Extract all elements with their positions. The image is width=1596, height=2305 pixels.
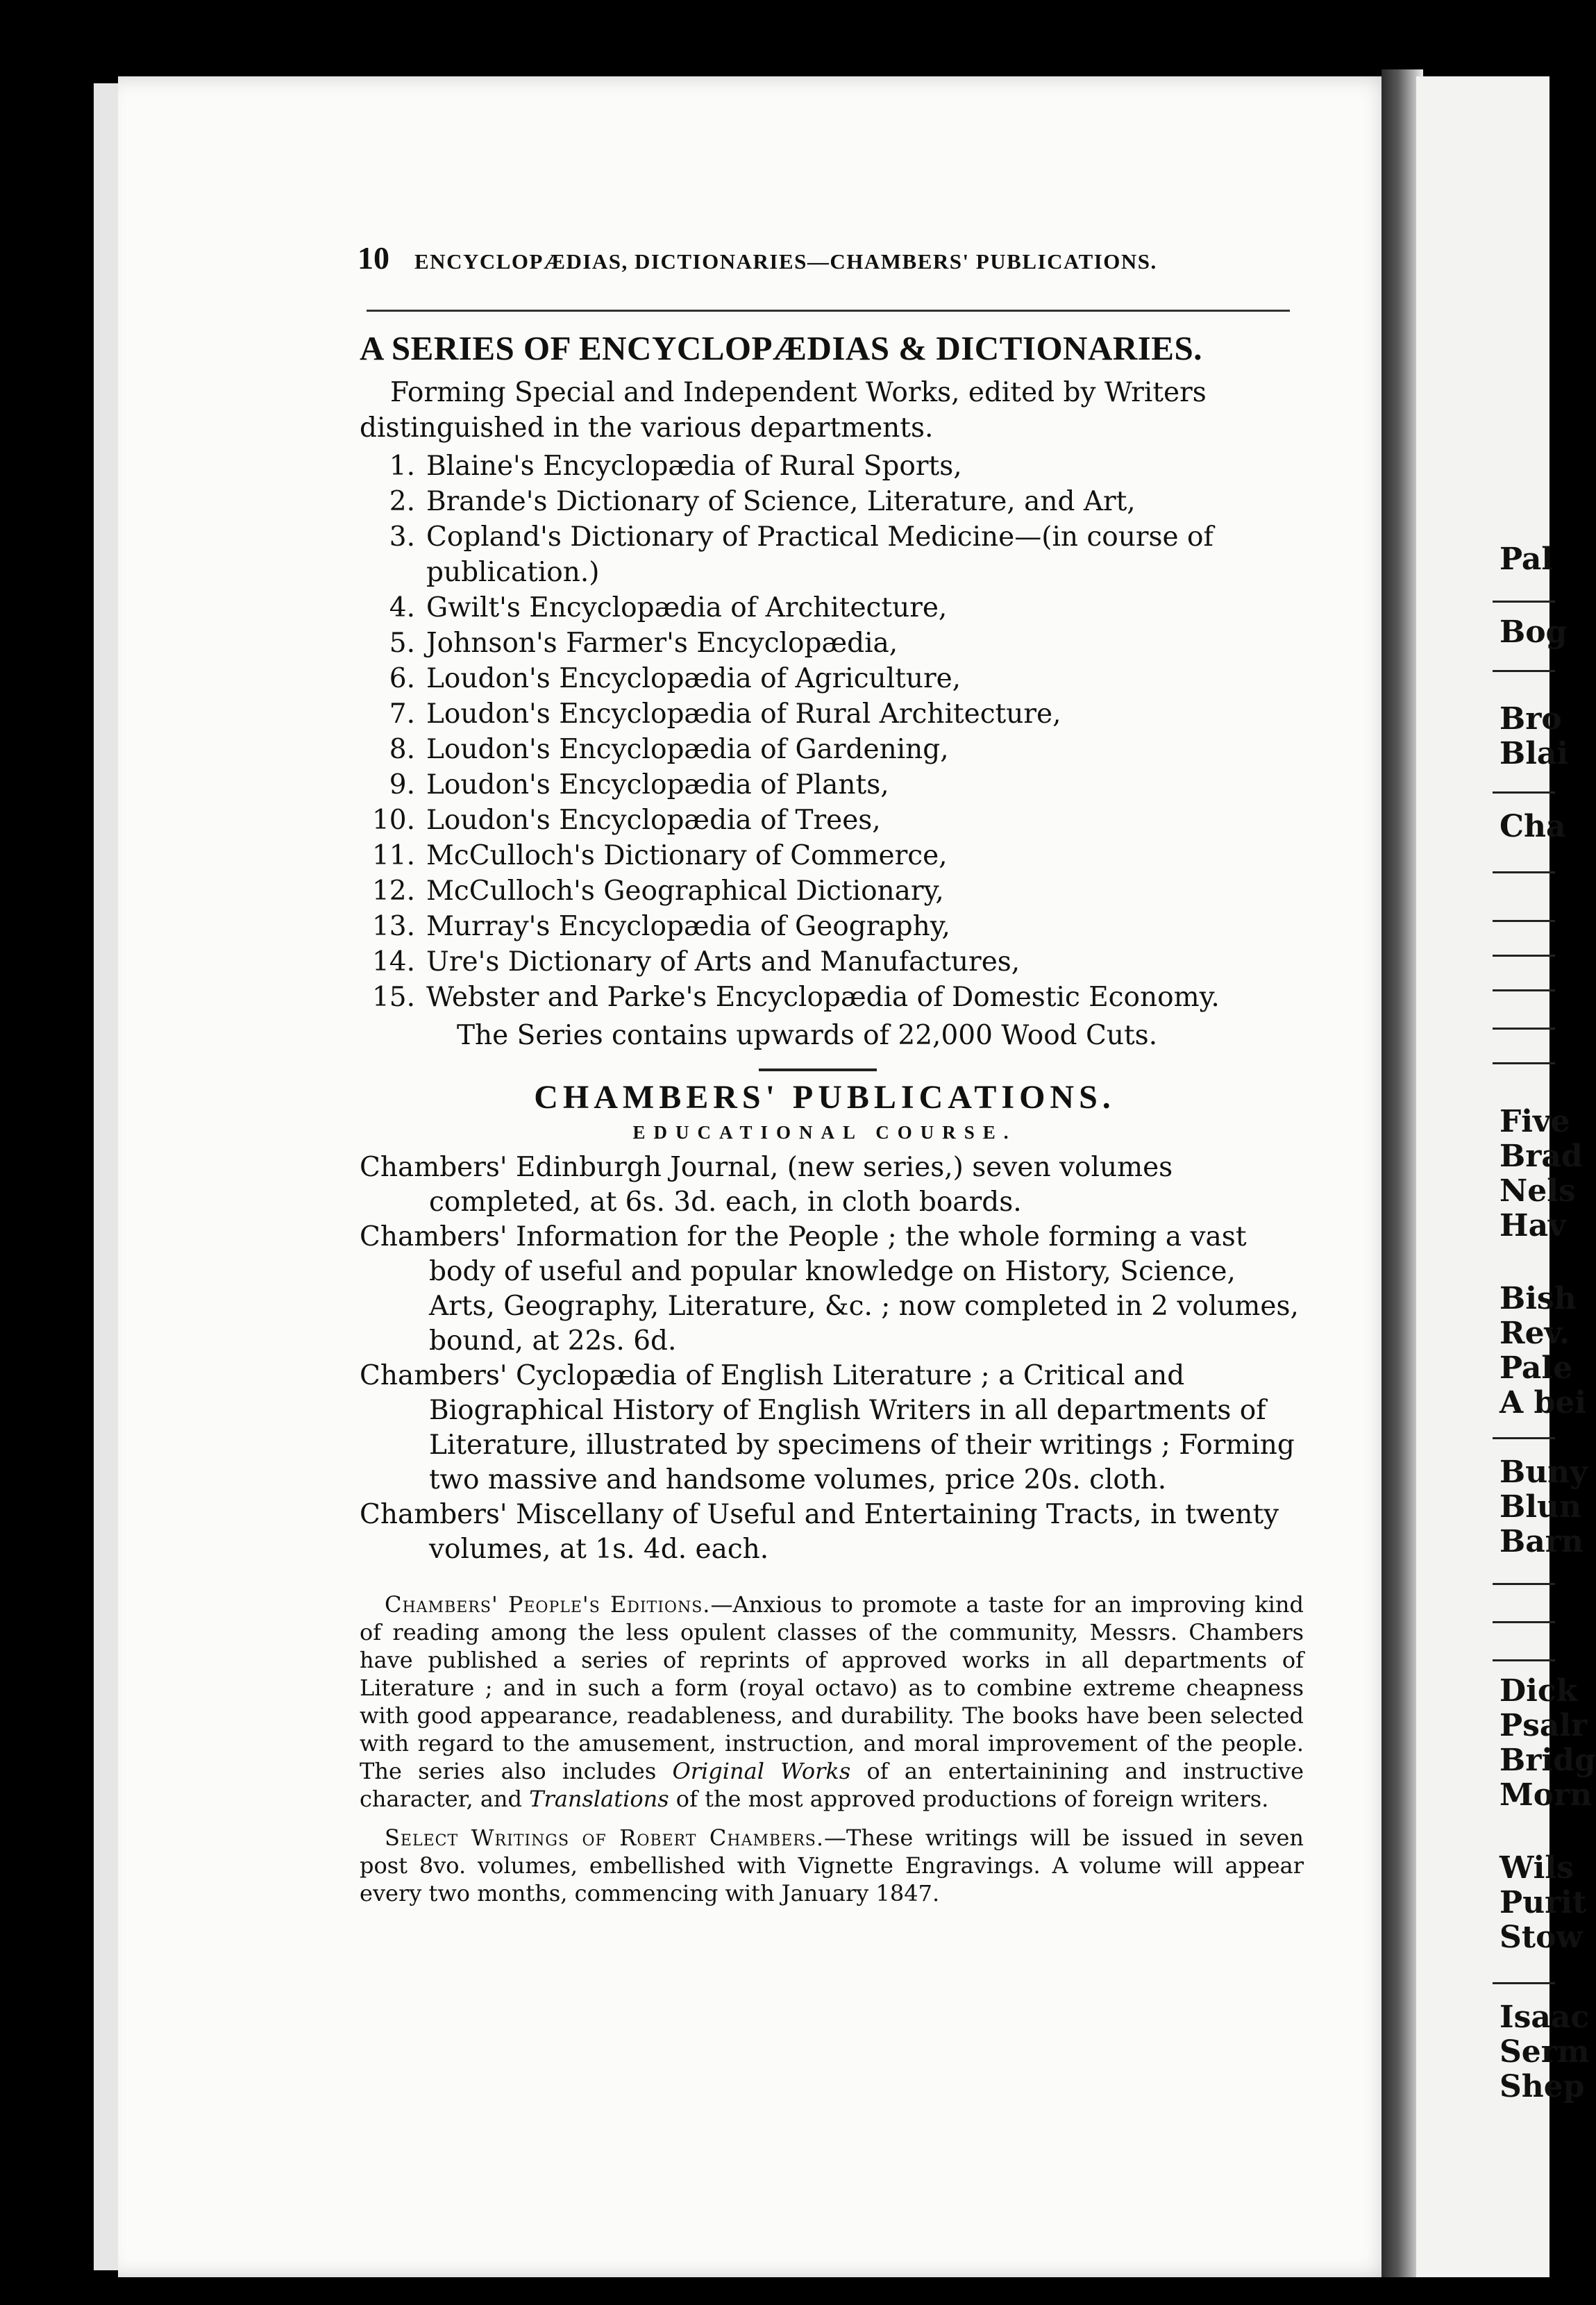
facing-page-rule [1493,955,1555,957]
facing-page-fragment: Dick [1500,1673,1578,1709]
peoples-editions-paragraph [360,1591,1304,1813]
running-head [358,240,1288,276]
facing-page-fragment: Shep [1500,2069,1585,2104]
facing-page-rule [1493,670,1555,672]
series-intro: Forming Special and Independent Works, edited by Writers distinguished in the various departments. [360,377,1207,444]
list-item-text: Ure's Dictionary of Arts and Manufactures, [426,946,1020,978]
list-item-text: Blaine's Encyclopædia of Rural Sports, [426,451,962,482]
list-item [360,767,1304,803]
facing-page-fragment: Pal [1500,542,1554,577]
list-item-number: 7. [389,698,415,730]
facing-page-fragment: Nels [1500,1173,1576,1209]
series-note: The Series contains upwards of 22,000 Wood Cuts. [457,1020,1158,1051]
facing-page-fragment: A bei [1500,1385,1586,1420]
list-item-number: 9. [389,769,415,801]
facing-page-fragment: Hav [1500,1208,1566,1243]
facing-page-fragment: Serm [1500,2034,1590,2070]
list-item-text: Loudon's Encyclopædia of Gardening, [426,734,949,765]
list-item [360,732,1304,767]
chambers-title: CHAMBERS' PUBLICATIONS. [534,1079,1116,1116]
facing-page-rule [1493,920,1555,922]
facing-page-rule [1493,1062,1555,1064]
facing-page-fragment: Stow [1500,1920,1583,1955]
facing-page-fragment: Isaac [1500,2000,1590,2035]
facing-page-fragment: Barn [1500,1524,1584,1559]
list-item-number: 14. [371,946,415,978]
facing-page-fragment: Buny [1500,1455,1588,1490]
list-item-text: Loudon's Encyclopædia of Rural Architecture, [426,698,1061,730]
facing-page-fragment: Five [1500,1104,1570,1139]
facing-page-rule [1493,1437,1555,1439]
facing-page-rule [1493,1621,1555,1623]
list-item-text: McCulloch's Geographical Dictionary, [426,875,944,907]
list-item [360,661,1304,696]
list-item-text: Webster and Parke's Encyclopædia of Domestic Economy. [426,982,1220,1013]
series-list [360,449,1304,1015]
list-item-text: Murray's Encyclopædia of Geography, [426,911,950,942]
list-item [360,980,1304,1015]
facing-page-fragment: Morn [1500,1777,1593,1813]
peoples-editions-body2: of an entertainining and instructive character, and [360,1758,1304,1812]
list-item-text: Johnson's Farmer's Encyclopædia, [426,628,898,659]
list-item-number: 6. [389,663,415,694]
list-item [360,484,1304,519]
list-item-number: 11. [371,840,415,871]
list-item [360,909,1304,944]
facing-page-rule [1493,1982,1555,1984]
list-item-text: Gwilt's Encyclopædia of Architecture, [426,592,948,623]
list-item-number: 5. [389,628,415,659]
facing-page [1416,76,1596,2277]
list-item [360,590,1304,626]
facing-page-fragment: Brad [1500,1139,1583,1174]
facing-page-rule [1493,791,1555,794]
original-works-italic: Original Works [672,1758,851,1784]
facing-page-fragment: Bish [1500,1281,1577,1316]
facing-page-fragment: Bog [1500,614,1568,650]
list-item-number: 2. [389,486,415,517]
list-item-number: 1. [389,451,415,482]
list-item-text: Copland's Dictionary of Practical Medicine—(in course of publication.) [426,521,1213,588]
list-item-text: Loudon's Encyclopædia of Agriculture, [426,663,961,694]
facing-page-fragment: Blun [1500,1489,1581,1525]
list-item-text: Loudon's Encyclopædia of Trees, [426,805,881,836]
section-divider [759,1068,877,1071]
facing-page-fragment: Cha [1500,809,1566,844]
select-writings-paragraph [360,1824,1304,1907]
list-item-number: 12. [371,875,415,907]
list-item [360,944,1304,980]
select-writings-body: —These writings will be issued in seven post 8vo. volumes, embellished with Vignette Engravings. A volume will appear every two months, commencing with January 1847. [360,1825,1304,1906]
publication-entry: Chambers' Cyclopædia of English Literature ; a Critical and Biographical History of English Writers in all departments of Literature, illustrated by specimens of their writings ; Forming two massive and handsome volumes, price 20s. cloth. [360,1360,1295,1495]
header-rule [367,310,1290,312]
list-item-number: 13. [371,911,415,942]
list-item-number: 3. [389,521,415,553]
peoples-editions-body3: of the most approved productions of foreign writers. [669,1786,1269,1812]
list-item-number: 8. [389,734,415,765]
facing-page-rule [1493,871,1555,873]
peoples-editions-heading: Chambers' People's Editions. [385,1591,711,1618]
list-item [360,803,1304,838]
list-item [360,519,1304,590]
facing-page-fragment: Blai [1500,736,1569,771]
select-writings-heading: Select Writings of Robert Chambers. [385,1825,825,1851]
page-content [360,326,1304,1907]
facing-page-fragment: Purit [1500,1885,1587,1920]
facing-page-rule [1493,1028,1555,1030]
facing-page-rule [1493,989,1555,991]
list-item-number: 4. [389,592,415,623]
facing-page-rule [1493,1583,1555,1585]
publication-entry: Chambers' Miscellany of Useful and Entertaining Tracts, in twenty volumes, at 1s. 4d. each. [360,1499,1279,1565]
list-item-number: 10. [371,805,415,836]
facing-page-fragment: Rev. [1500,1316,1570,1351]
page-number: 10 [358,240,389,276]
series-title: A SERIES OF ENCYCLOPÆDIAS & DICTIONARIES. [360,329,1202,367]
list-item-number: 15. [371,982,415,1013]
list-item-text: McCulloch's Dictionary of Commerce, [426,840,948,871]
publication-entry: Chambers' Information for the People ; the whole forming a vast body of useful and popular knowledge on History, Science, Arts, Geography, Literature, &c. ; now completed in 2 volumes, bound, at 22s. 6d. [360,1221,1299,1357]
facing-page-fragment: Bridg [1500,1743,1596,1778]
facing-page-rule [1493,1659,1555,1661]
list-item [360,696,1304,732]
publication-entry: Chambers' Edinburgh Journal, (new series,) seven volumes completed, at 6s. 3d. each, in cloth boards. [360,1152,1173,1218]
list-item [360,873,1304,909]
chambers-entries [360,1150,1304,1567]
list-item-text: Brande's Dictionary of Science, Literature, and Art, [426,486,1136,517]
list-item [360,838,1304,873]
list-item-text: Loudon's Encyclopædia of Plants, [426,769,889,801]
facing-page-rule [1493,601,1555,603]
list-item [360,626,1304,661]
peoples-editions-body: —Anxious to promote a taste for an improving kind of reading among the less opulent classes of the community, Messrs. Chambers have published a series of reprints of approved works in all departments of Literature ; and in such a form (royal octavo) as to combine extreme cheapness with good appearance, readableness, and durability. The books have been selected with regard to the amusement, instruction, and moral improvement of the people. The series also includes [360,1591,1304,1784]
list-item [360,449,1304,484]
facing-page-fragment: Bro [1500,701,1562,737]
translations-italic: Translations [529,1786,669,1812]
facing-page-fragment: Pale [1500,1350,1573,1386]
facing-page-fragment: Wils [1500,1850,1574,1886]
chambers-subtitle: EDUCATIONAL COURSE. [632,1122,1017,1143]
facing-page-fragment: Psalr [1500,1708,1588,1743]
running-title: ENCYCLOPÆDIAS, DICTIONARIES—CHAMBERS' PUBLICATIONS. [414,249,1157,274]
